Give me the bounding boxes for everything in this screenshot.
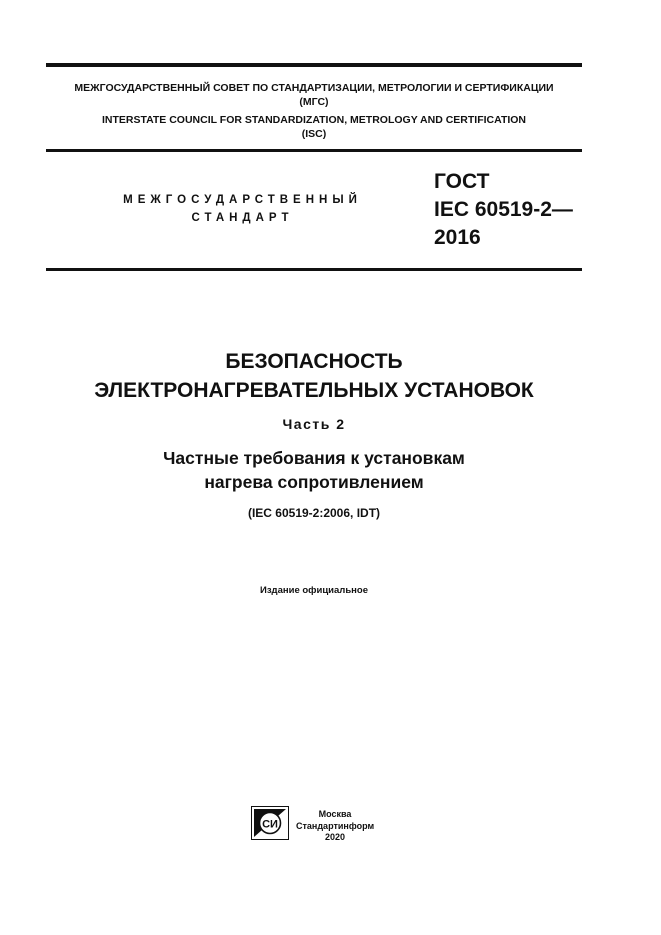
edition-label: Издание официальное bbox=[260, 585, 368, 596]
iec-reference: (IEC 60519-2:2006, IDT) bbox=[247, 506, 381, 520]
part-label: Часть 2 bbox=[282, 416, 346, 432]
council-name-en-line1: INTERSTATE COUNCIL FOR STANDARDIZATION, METROLOGY AND CERTIFICATION bbox=[101, 114, 527, 126]
document-title bbox=[46, 347, 582, 405]
council-name-ru-line2: (МГС) bbox=[299, 96, 329, 108]
document-subtitle-line2: нагрева сопротивлением bbox=[204, 472, 424, 492]
council-name-en-line2: (ISC) bbox=[301, 128, 327, 140]
document-subtitle bbox=[46, 446, 582, 494]
middle-rule bbox=[46, 149, 582, 152]
council-name-ru-line1: МЕЖГОСУДАРСТВЕННЫЙ СОВЕТ ПО СТАНДАРТИЗАЦИИ, МЕТРОЛОГИИ И СЕРТИФИКАЦИИ bbox=[74, 82, 554, 94]
gost-number: IEC 60519-2— bbox=[434, 198, 573, 221]
bottom-rule bbox=[46, 268, 582, 271]
top-rule bbox=[46, 63, 582, 67]
document-title-line2: ЭЛЕКТРОНАГРЕВАТЕЛЬНЫХ УСТАНОВОК bbox=[94, 379, 534, 402]
publisher-year: 2020 bbox=[324, 832, 346, 842]
standard-kind-line1: МЕЖГОСУДАРСТВЕННЫЙ bbox=[123, 194, 362, 206]
publisher-info bbox=[296, 809, 374, 844]
standard-kind-line2: СТАНДАРТ bbox=[191, 212, 294, 224]
document-subtitle-line1: Частные требования к установкам bbox=[163, 448, 465, 468]
gost-designation bbox=[434, 168, 573, 252]
council-name-ru bbox=[46, 81, 582, 109]
standartinform-logo-icon bbox=[251, 806, 289, 840]
document-title-line1: БЕЗОПАСНОСТЬ bbox=[225, 350, 403, 373]
council-name-en bbox=[46, 113, 582, 141]
publisher-city: Москва bbox=[318, 809, 352, 819]
svg-text:СИ: СИ bbox=[262, 818, 278, 831]
gost-year: 2016 bbox=[434, 226, 481, 249]
publisher-name: Стандартинформ bbox=[296, 820, 375, 831]
gost-label: ГОСТ bbox=[434, 170, 490, 193]
